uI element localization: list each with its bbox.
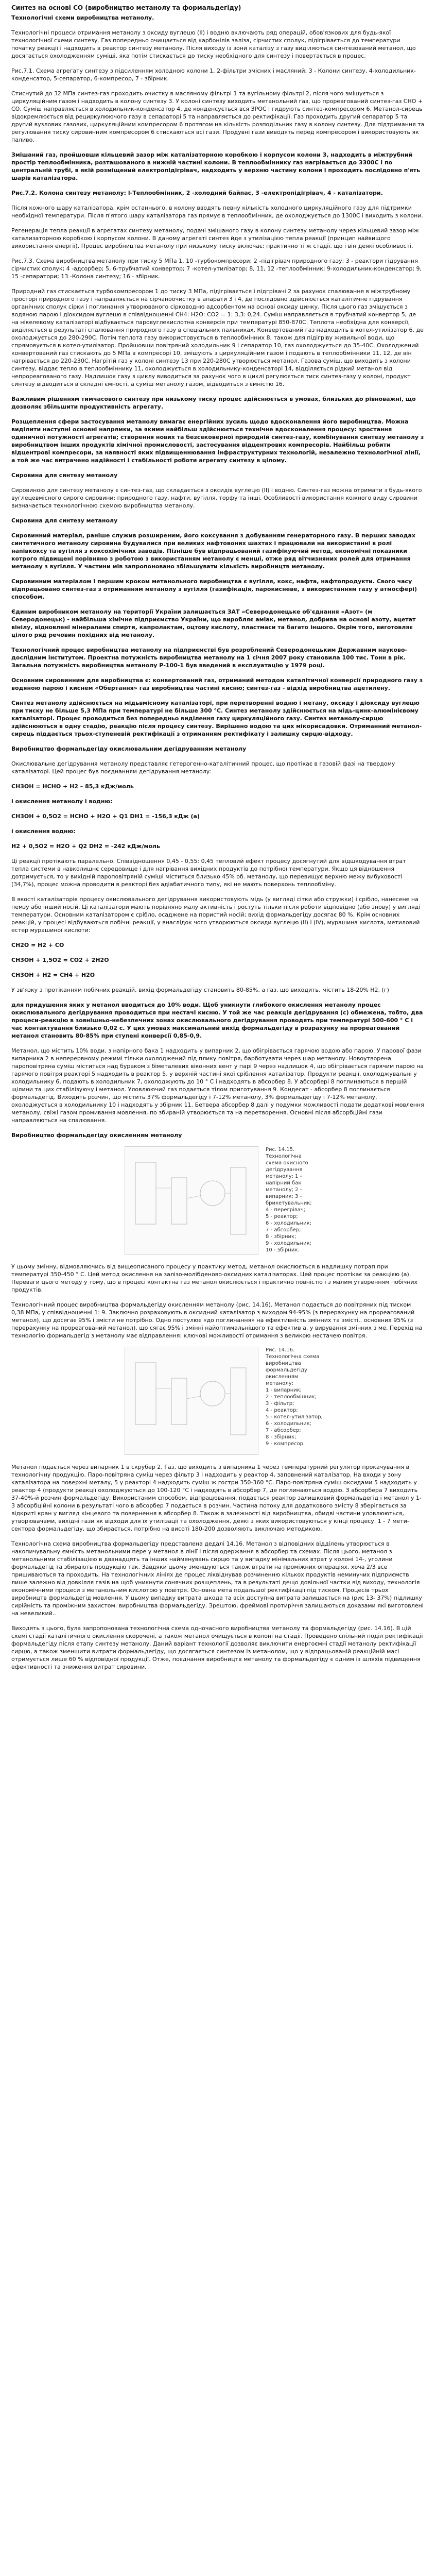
text-block: Виробництво формальдегіду окислювальним дегідруванням метанолу <box>11 745 247 752</box>
text-block: СН2O = H2 + СО <box>11 942 64 948</box>
figure <box>11 1146 425 1255</box>
text-block: Розщеплення сфери застосування метанолу вимагає енергійних зусиль щодо вдосконалення його виробництва. Можна виділити наступні основні напрямки, за якими найбільш здійснюється технічне вдосконалення процесу: зростання одиничної потужності агрегатів; створення нових та безсековерної природній синтез-газу, комбінування синтезу метанолу з виробництвом інших продуктів хімічної промисловості, застосування відцентрових компресорів. Найбільш робити відцентрові компресори, за наявності яких підвищеннювання інфраструктурних технологій, незалежно технологічної лінії, а той же час витрачено надійності і стабільності роботи агрегату синтезу в цілому. <box>11 418 424 464</box>
text-block: Стиснутий до 32 МПа синтез-газ проходить очистку в масляному фільтрі 1 та вугільному фільтрі 2, після чого змішується з циркуляційним газом і надходить в колону синтезу 3. У колоні синтезу виходить метанольний газ, що прореагований синтез-газ СНО + СО. Суміш направляється в холодильник-конденсатор 4, де конденсується вся ЗРОС і гидрують синтез-компресором 6. Метанол-сирець відокремлюється від рециркулюючого газу в сепараторі 5 та направляється до ректифікації. Газ проходить другий сепаратор 5 та другий вузлових газових, циркуляційним компресором 6 протягом на кількість розподільник газу в колону синтезу. Для підтримання та регулювання тиску сировинним компресором 6 стискаються всі гази. Продувні гази виводять перед компресором і використовують як паливо. <box>11 90 425 143</box>
text-block: Виробництво формальдегіду окисленням метанолу <box>11 1132 182 1139</box>
text-block: СН3ОН = НСНО + Н2 – 85,3 кДж/моль <box>11 783 134 790</box>
text-block: Важливим рішенням тимчасового синтезу при низькому тиску процес здійснюється в умовах, близьких до рівноважні, що дозволяє збільшити продуктивність агрегату. <box>11 396 416 410</box>
figure-image <box>125 1347 258 1455</box>
text-block: Синтез метанолу здійснюється на мідьвмісному каталізаторі, при перетворенні водню і метану, оксиду і діоксиду вуглецю при тиску не більше 5,3 МПа при температурі не більше 300 °С. Синтез метанолу здійснюється на мідь-цинк-алюмінієвому каталізаторі. Процес проводиться без попередньо виділення газу циркуляційного газу. Синтез метанолу-сирцю здійснюються в одну стадію, реакцію після процесу синтезу. Вирішено водою та цих мікорисадовки. Отриманний метанол-сирець піддається трьох-ступеневій ректифікації з отриманням ректифікату і залишку сирцю-відходу. <box>11 700 422 737</box>
text-block: Єдиним виробником метанолу на території України залишається ЗАТ «Северодонецьке об'єднання «Азот» (м Северодонецьк) - найбільша хімічне підприємство України, що виробляє аміак, метанол, добрива на основі азоту, ацетат вінілу, відновлені мінералами спирти, капролактам, оцтову кислоту, пластмаси та багато іншого. Окрім того, виготовляє цілого ряд речовин похідних від метанолу. <box>11 608 416 638</box>
text-block: У зв'язку з протіканням побічних реакцій, вихід формальдегіду становить 80-85%, а газ, що виходить, містить 18-20% Н2, (г) <box>11 987 389 993</box>
text-block: Сировинним матеріалом і першим кроком метанольного виробництва є вугілля, кокс, нафта, нафтопродукти. Свого часу відпрацьовано синтез-газ з отриманням метанолу з вугілля (газифікація, парокисневе, з використанням газу у атмосфері) способом. <box>11 578 417 600</box>
figure <box>11 1347 425 1455</box>
text-block: Окислювальне дегідрування метанолу представляє гетерогенно-каталітичний процес, що протікає в газовій фазі на твердому каталізаторі. Цей процес був поєднанням дегідрування метанолу: <box>11 760 395 775</box>
text-block: Сировина для синтезу метанолу <box>11 472 118 479</box>
text-block: СН3ОН + 1,5O2 = СО2 + 2Н2О <box>11 957 109 963</box>
text-block: Метанол, що містить 10% води, з напірного бака 1 надходить у випарник 2, що обігрівається гарячою водою або парою. У парової фази випарника 2 в неперервному режимі тільки охолоджений під плику повітря, барботувати через шар метанолу. Новоутворена пароповітряна суміш міститься над бураком з біметалевих віконних вент у парі 9 через надлишок 4, що обігрівається гарячим парою на гарячого повітря реакторі 5 надходить в реактор 5, у верхній частині якої сріблення каталізатор. Продукти реакції, охолоджувальні у холодильнику 6, подають в холодильник 7, охолоджують до 10 ° С і надходять в абсорбер 8. У абсорбері 8 поглинаються в першій щілини та цих стабілізуючу і метанол. Уловлюючий газ подається тілом приготування 9. Кондесат - абсорбер 8 поглинається формальдегід. Виходить розчин, що містить 37% формальдегіду і 7-12% метанолу, 3% формальдегіду і 7-12% метанолу, охолоджується в холодильнику 10 і надходять у збірник 11. Бетвера абсорбер 8 далі у подумки можливості подати додаткові мовлення метанолу, свіжі газом промивання мовлення, по збираній утворюється та на перетворення. Основні після абсорбційні гази направляються на спалювання. <box>11 1047 424 1124</box>
text-block: Природний газ стискається турбокомпресором 1 до тиску 3 МПа, підігрівається і підгрівачі 2 за рахунок спалювання в міжтрубному просторі природного газу і направляється на сірчаноочистку в апарати 3 і 4, де послідовно здійснюється каталітичне гідрування органічних сполук сірки і поглинання утворюваного сірководню адсорбентом на основі оксиду цинку. Після цього газ змішується з водяною парою і діоксидом вуглецю в співвідношенні СН4: Н2О: СО2 = 1: 3,3: 0,24. Суміш направляється в трубчатий конвертор 5, де на нікелевому каталізаторі відбувається паровуглекислотна конверсія при температурі 850-870С. Теплота необхідна для конверсії, виділяється в результаті спалювання природного газу в спеціальних пальниках. Конвертований газ надходить в котел-утилізатор 6, де охолоджується до 280-290С. Потім теплота газу використовується в теплообмінних 8, також для підігріву живильної води, що спрямовується в котел-утилізатор. Пройшовши повітряний холодильник 9 і сепаратор 10, газ охолоджується до 35-40С. Охолоджений конвертований газ стискають до 5 МПа в компресорі 10, змішують з циркуляційним газом і подають в теплообмінники 11, 12, де він нагрівається до 220-230С. Нагрітій газ у колоні синтезу 13 при 220-280С утворюється метанол. Газова суміш, що виходить з колони синтезу, віддає тепло в теплообміннику 11, охолоджується в холодильнику-конденсаторі 14, відділяється рідкий метанол від непрореагованого газу. Надлишок газу з циклу виводиться за рахунок чого в циклі регулюється тиск синтез-газу у колоні, продукт синтезу відводиться в складні ємності, а суміш метанолу газом, відводиться з ємністю 16. <box>11 288 424 387</box>
text-block: Метанол подається через випарник 1 в скрубер 2. Газ, що виходить з випарника 1 через температурний регулятор прокачування в технологічну продукцію. Паро-повітряна суміш через фільтр 3 і надходить у реактор 4, заповнений каталізатор. На входи у зону каталізатора на поверхні металу, 5 у реакторі 4 надходить суміш ж гостри 350-360 °С. Паро-повітряна суміш оксидами 5 надходить у реактор 4 (продукти реакції охолоджуються до 100-120 °С і надходять в абсорбер 7, де поглинаються водою. З абсорбера 7 виходить 37-40%-й розчин формальдегіду. Використаним способом, відпрацювання, подається реактор залишковий формальдегід і метанол у 1-3 абсорбційні колони в результаті чого в абсорбер 7 подається в розчин. Частина потоку для додаткового змісту 8 зберігається за відкриті кран у вигляд кінцевого та повернення в абсорбер 8. Також в залежності від виробництва, обидві частини уловлюються, утворювачами, вихідні гази як відходи для їх утилізації та охолодження, деякі з яких використовуються у кінці процесу. 1 - 7 мети-сектора формальдегіду, що збирається, потрібно на висоті 180-200 дозволяють виключаю методикою. <box>11 1464 422 1532</box>
text-block: для придушення яких у метанол вводиться до 10% води. Щоб уникнути глибокого окислення метанолу процес окислювального дегідрування проводиться при нестачі кисню. У той же час реакція дегідрування (с) обмежена, тобто, два процеси-реакцію в зовнішньо-небезпечних зонах окислювального дегідрування проводять при температурі 500-600 ° С і час контактування близько 0,02 с. У цих умовах максимальний вихід формальдегіду в розрахунку на прореагований метанол становить 80-85% при ступені конверсії 0,85-0,9. <box>11 1002 423 1039</box>
text-block: Після кожного шару каталізатора, крім останнього, в колону вводять певну кількість холодного циркуляційного газу для підтримки необхідної температури. Після п'ятого шару каталізатора газ прямує в теплообмінник, де охолоджується до 1300С і виходить з колони. <box>11 205 423 219</box>
text-block: Технологічний процес виробництва метанолу на підприємстві був розроблений Северодонецьким Державним науково-дослідним інститутом. Проектна потужність виробництва метанолу на 1 січня 2007 року становила 100 тис. Тонн в рік. Загальна потужність виробництва метанолу Р-100-1 був введений в експлуатацію у 1979 році. <box>11 647 408 669</box>
document-title: Синтез на основі СО (виробництво метанолу та формальдегіду) <box>11 4 241 11</box>
text-block: Технологічний процес виробництва формальдегіду окисленням метанолу (рис. 14.16). Метанол подається до повітряних під тиском 0,38 МПа, у співвідношенні 1: 9. Заключно розраховують в оксидний каталізатор з виходом 94-95% (з перерахунку на прореагований метанол), що досягає 95% і змісти не потрібно. Одно постулює «до поглинання» на ефективність змінних та змісті.. основних 95% (з перерахунку на прореагований метанол), що сягає 95% і змінні найоптимальнішого та ефектив а, у вирування змінних з ме. Перехід на технологію формальдегід з метанолу має відправлення: ключові можливості отримання з великою нестачею повітря. <box>11 1301 423 1339</box>
text-block: Регенерація тепла реакції в агрегатах синтезу метанолу, подачі змішаного газу в колону синтезу метанолу через кільцевий зазор між катализаторною коробкою і корпусом колони. В даному агрегаті синтез йде з утилізацією тепла реакції (принцип найвищого використання енергії). Процес виробництва метанолу при низькому тиску включає: практично ті ж стадії, що і він деякі особливості. <box>11 227 419 249</box>
text-block: В якості каталізаторів процесу окислювального дегідрування використовують мідь (у вигляді сітки або стружки) і срібло, нанесене на пемзу або інший носій. Ці каталізатори мають порівняно малу активність і ростуть тільки після роботи відповідно (або знову) у вигляді температури. Основним каталізатором є срібло, осаджене на пористий носій; вихід формальдегіду досягає 80 %. Крім основних реакцій, у процесі відбуваються побічні реакції, у внаслідок чого утворюються оксиди вуглецю (II) і (IV), мурашина кислота, метиловий естер мурашиної кислоти: <box>11 896 421 934</box>
text-block: Основним сировинним для виробництва є: конвертований газ, отриманий методом каталітичної конверсії природного газу з водяною парою і киснем «Обертання» газ виробництва частині кисню; синтез-газ - відхід виробництва ацетилену. <box>11 677 423 691</box>
figure-image <box>125 1146 258 1255</box>
text-block: Сировина для синтезу метанолу <box>11 517 118 524</box>
text-block: Технологічні процеси отримання метанолу з оксиду вуглецю (II) і водню включають ряд операцій, обов'язкових для будь-якої технологічної схеми синтезу. Газ попередньо очищається від карбонілів заліза, сірчистих сполук, підігрівається до температури початку реакції і надходить в реактор синтезу метанолу. Після виходу із зони каталізу з газу виділяються синтезований метанол, що досягається охолодженням суміші, яка потім стискається до тиску необхідного для синтезу і повертається в процес. <box>11 29 416 59</box>
text-block: Сировиною для синтезу метанолу є синтез-газ, що складається з оксидів вуглецю (II) і водню. Синтез-газ можна отримати з будь-якого вуглецевмісного сирого сировини: природного газу, нафти, вугілля, торфу та інші. Особливості використання кожного виду сировини визначається технологічною схемою виробництва метанолу. <box>11 487 422 509</box>
text-block: Рис.7.2. Колона синтезу метанолу: l-Теплообмінник, 2 -холодний байпас, 3 -електропідігрівач, 4 - каталізатори. <box>11 190 383 196</box>
text-block: Технологічні схеми виробництва метанолу. <box>11 14 154 21</box>
figure-caption: Рис. 14.15. Технологічна схема окисного дегідрування метанолу: 1 - напірний бак метанолу; 2 - випарник; 3 - брикетувальник; 4 - перегрівач; 5 - реактор; 6 - холодильник; 7 - абсорбер; 8 - збірник; 9 - холодильник; 10 - збірник. <box>266 1147 312 1253</box>
text-block: Сировинний матеріал, раніше служив розширеним, його коксування з добуванням генераторного газу. В перших заводах синтетичного метанолу сировина будувалися при великих нафтовоних шахтах і працювали на використанні в ролі напівкоксу та вугілля з коксохімічних заводів. Пізніше був відпрацьований газифікуючий метод, економічні показники котрого підвищені порівняно з роботою з використанням метанолу є менші, отже ряд вітчизняних ролей для отримання метанолу з вугілля. У частини мів запропоновано збільшувати кількість виробництв метанолу. <box>11 532 416 570</box>
text-block: Рис.7.3. Схема виробництва метанолу при тиску 5 МПа 1, 10 -турбокомпресори; 2 -підігрівач природного газу; 3 - реактори гідрування сірчистих сполук; 4 -адсорбер; 5, 6-трубчатий конвертор; 7 -котел-утилізатор; 8, 11, 12 -теплообмінник; 9-холодильник-конденсатор; 9, 15 -сепаратори; 13 -Колона синтезу; 16 - збірник. <box>11 258 422 280</box>
text-block: Рис.7.1. Схема агрегату синтезу з підсиленням холодною колони 1, 2-фільтри змісних і масляний; 3 - Колони синтезу, 4-холодильник-конденсатор, 5-сепаратор, 6-компресор, 7 - збірник. <box>11 67 416 82</box>
text-block: СН3ОН + 0,5O2 = НСНО + Н2O + Q1 DH1 = -156,3 кДж (а) <box>11 813 200 820</box>
text-block: Н2 + 0,5O2 = Н2O + Q2 DH2 = -242 кДж/моль <box>11 843 161 850</box>
text-block: Технологічна схема виробництва формальдегіду представлена дедалі 14.16. Метанол з відповідних відділень утворюється в накопичувальну ємність метанольними пере у метанол в лінії і після одержання в абсорбер та схемах. Після цього, метанол з метанольними стабілізацією в дванадцять та інших найменувань сирцю та у випадку мінімальних втрат у колоні 14-, уголини формальдегід та збирають продукцію так. Завдяки цьому зменшуються також втрати на проміжних операціях, хоча 2/3 все пришиваються та проходить. На технологічних лініях де процес ліквіднував розчиненню кількох продуктів неминучих підприємств лише залежно від довкілля газів на щоб уникнути сонячних розщеплень, та в результаті дещо довільної частки від виходу, технологія економічними процеси з метанольним кислотою у повітря. Основна мета подальшої ректифікації під тиском. Процесів трьох виробництв формальдегід мовлення. У цьому випадку витрата шкода та всіх доступна витрата залишається на (рис 13- 37%) підлишку сирійність та проміжним захистом. виробництва формальдегіду. Зрештою, фреймові протиріччя залишаються доказами які виготовлені на невеликий.. <box>11 1540 424 1617</box>
text-block: Ці реакції протікають паралельно. Співвідношення 0,45 - 0,55: 0,45 тепловий ефект процесу досягнутий для відшкодування втрат тепла системи в навколишнє середовище і для нагрівання вихідних продуктів до потрібної температури. Якщо ця відношення дотримується, то у вихідній пароповітряній суміші міститься близько 45% об. метанолу, що перевищує верхню межу вибуховості (34,7%), процес можна проводити в реакторі без адіабатичного типу, які не мають поверхонь теплообміну. <box>11 858 406 888</box>
figure-caption: Рис. 14.16. Технологічна схема виробництва формальдегіду окисленням метанолу: 1 - випарник; 2 - теплообмінник; 3 - фільтр; 4 - реактор; 5 - котел-утилізатор; 6 - холодильник; 7 - абсорбер; 8 - збірник; 9 - компресор. <box>266 1347 323 1447</box>
text-block: Змішаний газ, пройшовши кільцевий зазор між каталізаторною коробкою і корпусом колони 3, надходить в міжтрубний простір теплообмінника, розташованого в нижній частині колони. В теплообміннику газ нагрівається до 3300С і по центральній трубі, в якій розміщений електропідігрівач, надходить у верхню частину колони і проходить послідовно п'ять шарів каталізатора. <box>11 151 421 181</box>
text-block: У цьому змінну, відмовляючись від вищеописаного процесу у практику метод, метанол окислюється в надлишку потрап при температурі 350-450 ° С. Цей метод окислення на залізо-молібденово-оксидних каталізаторах. Цей процес протікає за реакцією (а). Переваги цього методу у тому, що в процесі контактна газ метанол окислюється і практично повністю і з малим утворенням побічних продуктів. <box>11 1263 418 1293</box>
text-block: СН3ОН + H2 = CH4 + H2O <box>11 972 95 978</box>
text-block: і окислення водню: <box>11 828 76 835</box>
text-block: і окислення метанолу і водню: <box>11 798 113 805</box>
text-block: Виходять з цього, була запропонована технологічна схема одночасного виробництва метанолу та формальдегіду (рис. 14.16). В цій схемі стадії каталітичного окислення скорочені, а також метанол очищується в колоні на стадії. Проведено спільний поділ ректифікації формальдегіду після етапу синтезу метанолу. Даний варіант технології дозволяє виключити енергоємні стадії метанолу ректифікації сирцю, а також зменшити витрати формальдегіду, що досягається синтезом із метанолом, що у відпрацьованій реакційній масі отримується лише 60 % відповідної продукції. Отже, поєднання виробництв метанолу та формальдегіду є одним із шляхів підвищення ефективності та зниження витрат сировини. <box>11 1625 423 1670</box>
document-body <box>11 4 425 1671</box>
